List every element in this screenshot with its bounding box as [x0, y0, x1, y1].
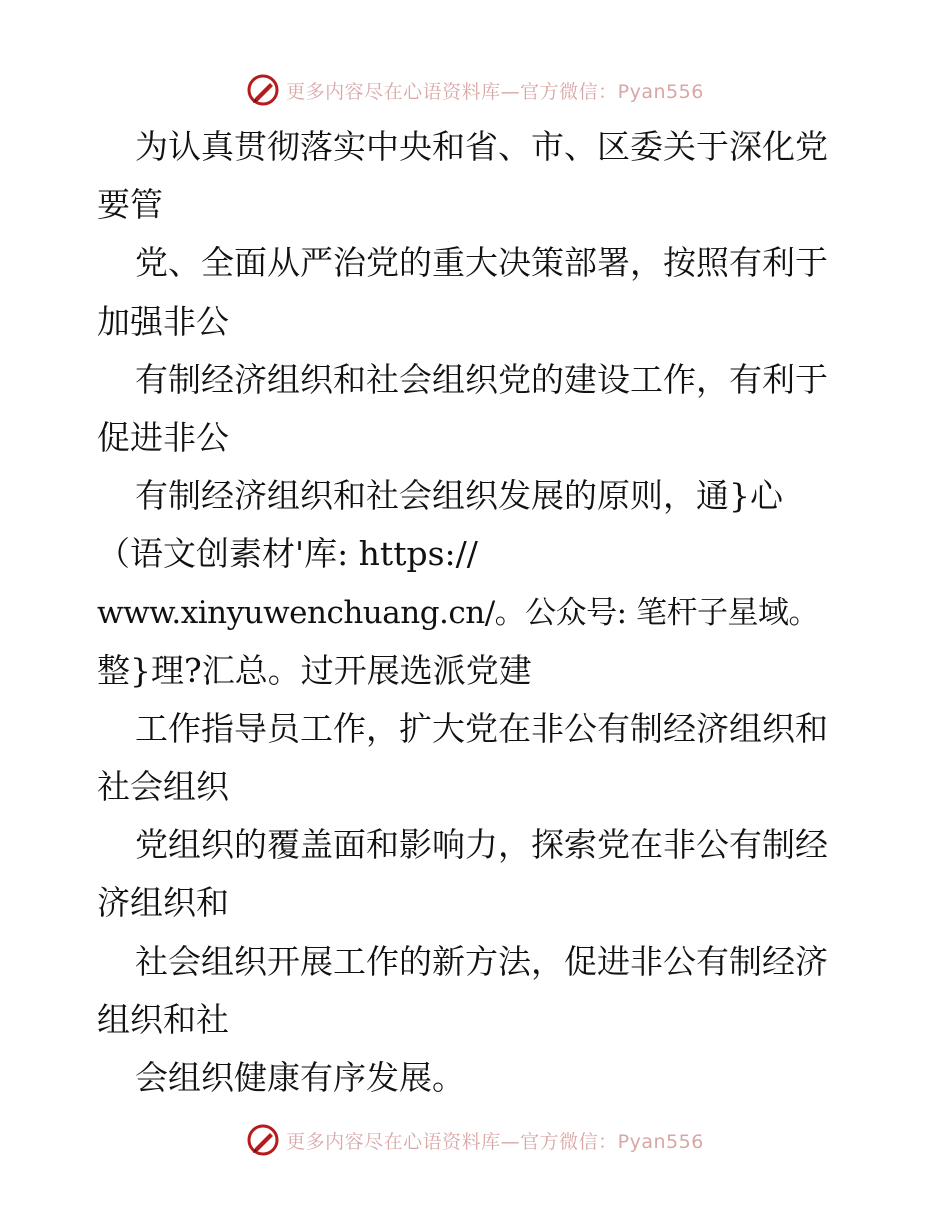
text-line: 为认真贯彻落实中央和省、市、区委关于深化党 [135, 127, 828, 166]
text-line: 工作指导员工作，扩大党在非公有制经济组织和 [135, 708, 828, 748]
text-line: 加强非公 [97, 301, 229, 341]
text-line: 有制经济组织和社会组织党的建设工作，有利于 [135, 359, 828, 399]
text-line: 会组织健康有序发展。 [135, 1058, 465, 1097]
text-line: www.xinyuwenchuang.cn/。公众号: 笔杆子星域。 [97, 594, 819, 631]
text-line: 济组织和 [97, 883, 229, 923]
footer-watermark [0, 1120, 950, 1160]
watermark-text: 更多内容尽在心语资料库—官方微信：Pyan556 [286, 1130, 704, 1153]
text-line: 社会组织 [97, 767, 229, 807]
text-line: 整}理?汇总。过开展选派党建 [97, 650, 532, 690]
text-line: 社会组织开展工作的新方法，促进非公有制经济 [135, 941, 828, 981]
text-line: 组织和社 [97, 999, 229, 1039]
text-line: 促进非公 [97, 417, 229, 457]
document-body [97, 118, 857, 1107]
text-line: （语文创素材'库: https:// [97, 534, 478, 574]
pen-logo-icon [246, 1123, 280, 1157]
text-line: 有制经济组织和社会组织发展的原则，通}心 [135, 476, 783, 516]
header-watermark [0, 70, 950, 110]
text-line: 党、全面从严治党的重大决策部署，按照有利于 [135, 243, 828, 283]
text-line: 要管 [97, 185, 163, 225]
watermark-text: 更多内容尽在心语资料库—官方微信：Pyan556 [286, 80, 704, 103]
text-line: 党组织的覆盖面和影响力，探索党在非公有制经 [135, 825, 828, 865]
pen-logo-icon [246, 73, 280, 107]
